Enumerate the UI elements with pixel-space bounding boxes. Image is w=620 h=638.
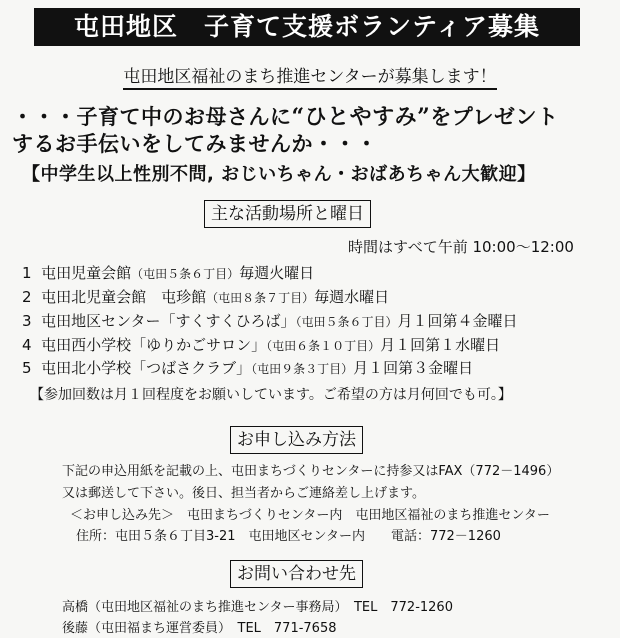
item-place: 屯田北小学校「つばさクラブ」 [41, 359, 252, 377]
page-title: 屯田地区 子育て支援ボランティア募集 [34, 8, 580, 46]
lead-highlight: “ひとやすみ” [291, 104, 431, 130]
subtitle-text: 屯田地区福祉のまち推進センターが募集します！ [123, 67, 496, 90]
apply-line-2: 又は郵送して下さい。後日、担当者からご連絡差し上げます。 [62, 486, 425, 501]
activity-heading: 主な活動場所と曜日 [204, 200, 371, 228]
item-number: 3 [22, 312, 32, 330]
apply-destination: ＜お申し込み先＞ 屯田まちづくりセンター内 屯田地区福祉のまち推進センター [70, 508, 550, 523]
list-item [22, 262, 314, 283]
item-place: 屯田地区センター「すくすくひろば」 [41, 312, 296, 330]
apply-line-1: 下記の申込用紙を記載の上、屯田まちづくりセンターに持参又はFAX（772－1496） [62, 464, 560, 479]
item-address: （屯田５条６丁目） [295, 315, 398, 329]
apply-heading: お申し込み方法 [230, 426, 363, 454]
item-place: 屯田西小学校「ゆりかごサロン」 [41, 336, 267, 354]
item-day: 月１回第１水曜日 [380, 336, 501, 354]
item-number: 2 [22, 288, 32, 306]
list-item [22, 357, 473, 378]
contact-line-1: 高橋（屯田地区福祉のまち推進センター事務局） TEL 772-1260 [62, 600, 453, 615]
apply-address: 住所：屯田５条６丁目3-21 屯田地区センター内 電話：772－1260 [76, 529, 501, 544]
item-address: （屯田５条６丁目） [131, 267, 240, 281]
item-address: （屯田９条３丁目） [251, 362, 354, 376]
time-note: 時間はすべて午前 10:00～12:00 [348, 238, 574, 256]
item-address: （屯田６条１０丁目） [266, 339, 381, 353]
participation-note: 【参加回数は月１回程度をお願いしています。ご希望の方は月何回でも可。】 [30, 387, 512, 403]
welcome-banner: 【中学生以上性別不問, おじいちゃん・おばあちゃん大歓迎】 [22, 164, 536, 185]
lead-line-1-post: をプレゼント [430, 105, 559, 129]
item-address: （屯田８条７丁目） [206, 291, 315, 305]
contact-line-2: 後藤（屯田福まち運営委員） TEL 771-7658 [62, 621, 337, 636]
lead-line-1-pre: ・・・子育て中のお母さんに [12, 105, 292, 129]
item-number: 4 [22, 336, 32, 354]
inquiry-heading: お問い合わせ先 [230, 560, 363, 588]
list-item [22, 334, 500, 355]
item-day: 毎週火曜日 [239, 264, 315, 282]
subtitle [0, 62, 620, 87]
item-place: 屯田北児童会館 屯珍館 [41, 288, 207, 306]
list-item [22, 310, 518, 331]
item-number: 5 [22, 359, 32, 377]
lead-line-2: するお手伝いをしてみませんか・・・ [12, 132, 378, 156]
lead-line-1 [12, 100, 558, 131]
item-day: 月１回第３金曜日 [353, 359, 474, 377]
list-item [22, 286, 389, 307]
item-day: 毎週水曜日 [314, 288, 390, 306]
item-number: 1 [22, 264, 32, 282]
item-place: 屯田児童会館 [41, 264, 132, 282]
item-day: 月１回第４金曜日 [397, 312, 518, 330]
